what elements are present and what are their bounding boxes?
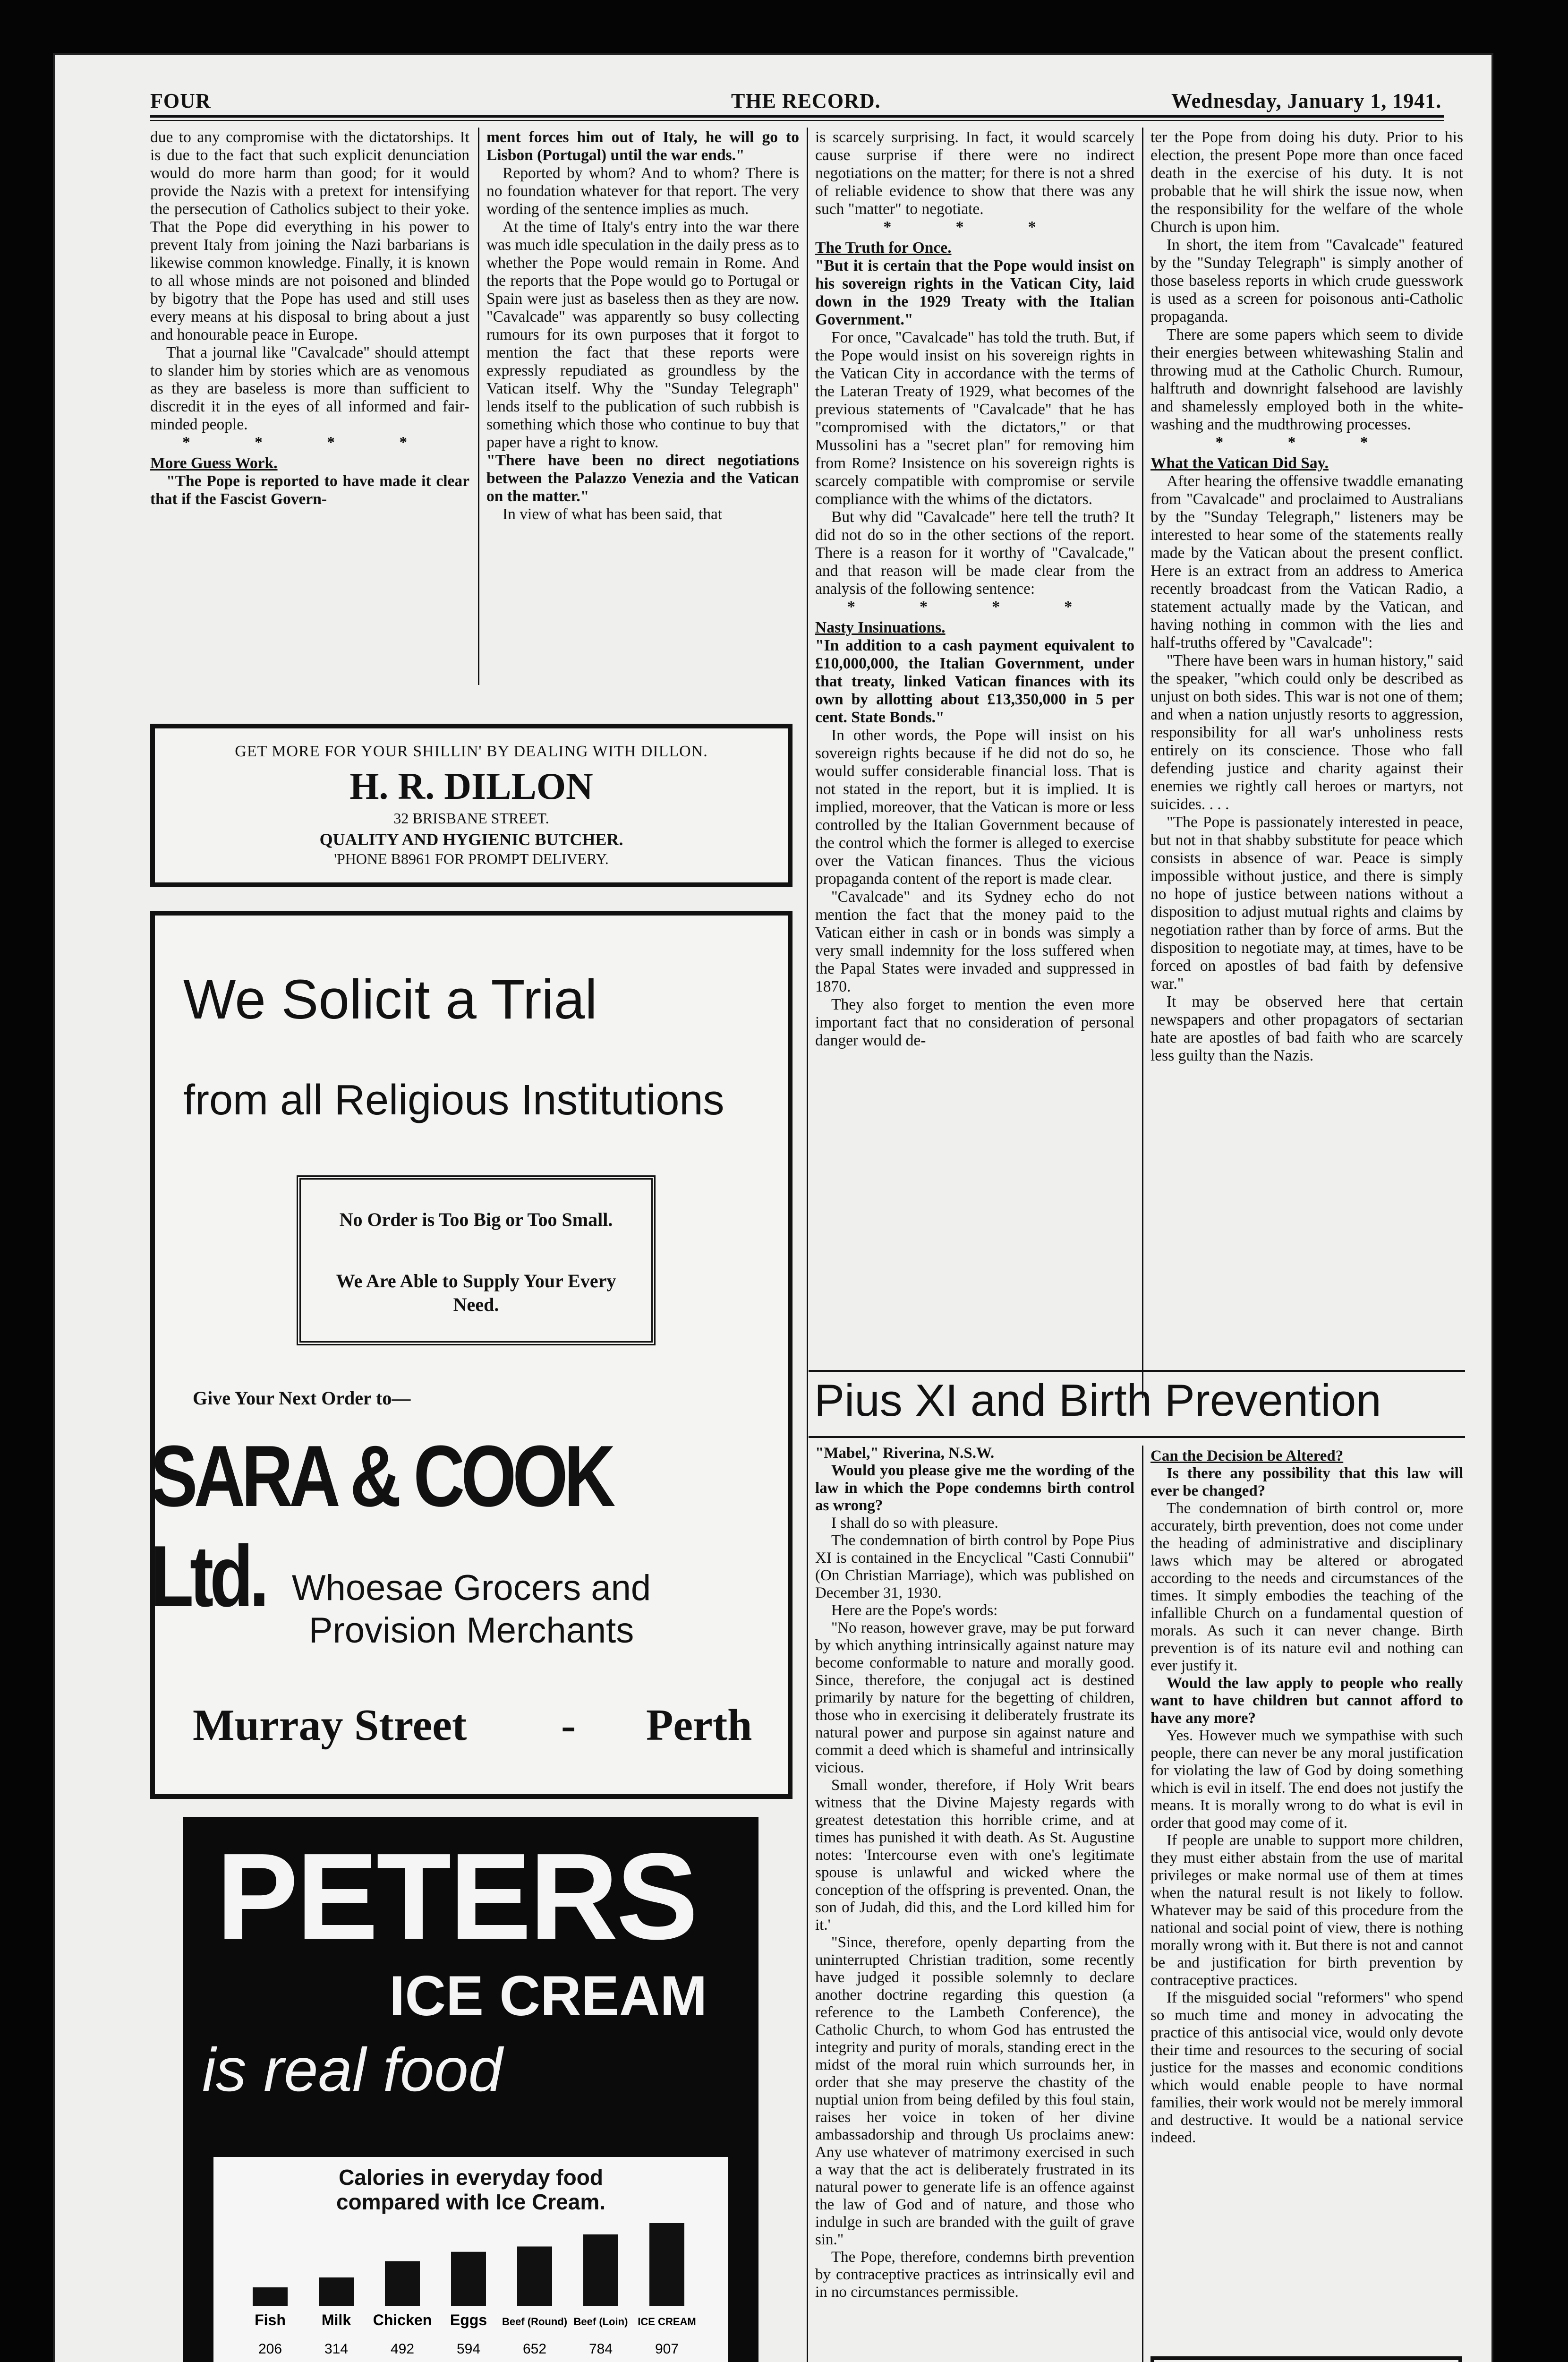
sara-cook-advertisement	[150, 911, 793, 1799]
article-column-1	[150, 128, 469, 508]
separator-stars: * * * *	[847, 598, 1103, 616]
paragraph: "Cavalcade" and its Sydney echo do not mention the fact that the money paid to the Vatican either in cash or in bonds was simply a very small indemnity for the loss suffered when the Papal States were invaded and suppressed in 1870.	[815, 888, 1134, 995]
dillon-phone: 'PHONE B8961 FOR PROMPT DELIVERY.	[334, 850, 609, 867]
sara-description-1: Whoesae Grocers and	[291, 1568, 651, 1608]
sara-inner-text-2: We Are Able to Supply Your Every Need.	[336, 1270, 616, 1315]
chart-category-label-1: Milk	[321, 2311, 351, 2328]
paragraph: There are some papers which seem to divide their energies between whitewashing Stalin and throwing mud at the Catholic Church. Rumour, halftruth and downright falsehood are lavishly and shamelessly employed both in the white-washing and the mudthrowing processes.	[1150, 326, 1463, 433]
paragraph: If people are unable to support more children, they must either abstain from the use of marital privileges or make normal use of them at times when the natural result is not likely to follow. Whatever may be said of this procedure from the national and social point of view, there is nothing morally wrong with it. But there is not and cannot be and justification for birth prevention by contraceptive practices.	[1150, 1832, 1463, 1989]
paragraph: Reported by whom? And to whom? There is no foundation whatever for that report. The very wording of the sentence implies as much.	[486, 164, 799, 218]
chart-bar-6	[649, 2223, 684, 2306]
calorie-chart-panel	[213, 2157, 728, 2362]
chart-value-label-6: 907	[655, 2341, 679, 2357]
chart-value-label-3: 594	[456, 2341, 481, 2357]
chart-category-label-6: ICE CREAM	[638, 2316, 696, 2328]
chart-value-label-1: 314	[324, 2341, 349, 2357]
chart-bar-2	[385, 2261, 420, 2306]
paragraph: In short, the item from "Cavalcade" featured by the "Sunday Telegraph" is simply another of those baseless reports in which crude guesswork is used as a screen for poisonous anti-Catholic propaganda.	[1150, 236, 1463, 325]
chart-bar-5	[583, 2234, 618, 2306]
subheading: Can the Decision be Altered?	[1150, 1447, 1344, 1464]
pius-headline: Pius XI and Birth Prevention	[814, 1375, 1381, 1426]
subheading: More Guess Work.	[150, 454, 278, 472]
quoted-text: "There have been no direct negotiations between the Palazzo Venezia and the Vatican on the matter."	[486, 452, 799, 505]
peters-advertisement	[183, 1817, 758, 2362]
headline-rule	[809, 1370, 1465, 1372]
sara-city: Perth	[646, 1701, 752, 1750]
paragraph: After hearing the offensive twaddle emanating from "Cavalcade" and proclaimed to Australians by the "Sunday Telegraph," listeners may be interested to hear some of the statements really made by the Vatican about the present conflict. Here is an extract from an address to America recently broadcast from the Vatican Radio, a statement actually made by the Vatican, and having nothing in common with the lies and half-truths offered by "Cavalcade":	[1150, 472, 1463, 651]
issue-date: Wednesday, January 1, 1941.	[1171, 89, 1442, 112]
header-rule-thin	[150, 120, 1444, 121]
paragraph: is scarcely surprising. In fact, it would scarcely cause surprise if there were no indirect negotiations on the matter; for there is not a shred of reliable evidence to show that there was any such "matter" to negotiate.	[815, 128, 1134, 218]
headline-rule	[809, 1436, 1465, 1438]
chart-category-label-5: Beef (Loin)	[573, 2316, 628, 2328]
chart-bar-1	[319, 2277, 354, 2306]
quoted-text: ment forces him out of Italy, he will go to Lisbon (Portugal) until the war ends."	[486, 128, 799, 164]
chart-category-label-4: Beef (Round)	[502, 2316, 568, 2328]
sara-inner-text-1: No Order is Too Big or Too Small.	[339, 1209, 613, 1230]
paragraph: Here are the Pope's words:	[831, 1602, 998, 1619]
paragraph: In view of what has been said, that	[503, 505, 723, 523]
dillon-tagline: GET MORE FOR YOUR SHILLIN' BY DEALING WITH DILLON.	[235, 743, 708, 760]
paragraph: due to any compromise with the dictatorships. It is due to the fact that such explicit denunciation would do more harm than good; for it would provide the Nazis with a pretext for intensifying the persecution of Catholics subject to their yoke. That the Pope did everything in his power to prevent Italy from joining the Nazi barbarians is likewise common knowledge. Finally, it is known to all whose minds are not poisoned and blinded by bigotry that the Pope has used and still uses every means at his disposal to bring about a just and honourable peace in Europe.	[150, 128, 469, 343]
subheading: The Truth for Once.	[815, 239, 952, 257]
quoted-text: "In addition to a cash payment equivalent to £10,000,000, the Italian Government, under that treaty, linked Vatican finances with its own by allotting about £13,350,000 in 5 per cent. State Bonds."	[815, 637, 1134, 726]
paragraph: Yes. However much we sympathise with such people, there can never be any moral justification for violating the law of God by doing something which is evil in itself. The end does not justify the means. It is morally wrong to do what is evil in order that good may come of it.	[1150, 1727, 1463, 1831]
sara-inner-box	[297, 1175, 656, 1345]
paragraph: But why did "Cavalcade" here tell the truth? It did not do so in the other sections of the report. There is a reason for it worthy of "Cavalcade," and that reason will be made clear from the analysis of the following sentence:	[815, 508, 1134, 598]
separator-stars: * * *	[1215, 434, 1398, 451]
peters-brand: PETERS	[216, 1828, 697, 1965]
paragraph: "There have been wars in human history," said the speaker, "which could only be described as unjust on both sides. This war is not one of them; and when a nation unjustly resorts to aggression, responsibility for all war's unholiness rests entirely on its conscience. Those who fall defending justice and charity against their enemies we rightly call heroes or martyrs, not suicides. . . .	[1150, 652, 1463, 813]
question: Would you please give me the wording of the law in which the Pope condemns birth control as wrong?	[815, 1462, 1134, 1514]
chart-category-label-0: Fish	[255, 2311, 286, 2328]
separator-stars: * * * *	[182, 434, 438, 451]
column-divider	[807, 128, 808, 2362]
article-column-3	[815, 128, 1134, 1050]
question: Is there any possibility that this law will ever be changed?	[1150, 1465, 1463, 1499]
column-divider	[478, 128, 479, 685]
article-column-4	[1150, 128, 1463, 1065]
column-divider	[1142, 1446, 1143, 2362]
separator-stars: * * *	[883, 218, 1066, 236]
paragraph: ter the Pope from doing his duty. Prior to his election, the present Pope more than once faced death in the exercise of his duty. It is not probable that he will shirk the issue now, when the responsibility for the welfare of the whole Church is upon him.	[1150, 128, 1463, 236]
chart-category-label-3: Eggs	[450, 2311, 487, 2328]
sara-give-line: Give Your Next Order to—	[193, 1387, 411, 1409]
pius-column-right	[1150, 1445, 1463, 2147]
page-number: FOUR	[150, 89, 211, 112]
beecroft-advertisement	[1150, 2356, 1462, 2362]
peters-product: ICE CREAM	[389, 1964, 707, 2028]
quoted-text: "The Pope is reported to have made it clear that if the Fascist Govern-	[150, 472, 469, 508]
calorie-bar-chart	[213, 2157, 728, 2362]
paragraph: They also forget to mention the even more important fact that no consideration of personal danger would de-	[815, 996, 1134, 1049]
chart-category-label-2: Chicken	[373, 2311, 432, 2328]
article-column-2	[486, 128, 799, 523]
sara-description-2: Provision Merchants	[308, 1610, 634, 1651]
dillon-name: H. R. DILLON	[349, 766, 593, 807]
paragraph: The Pope, therefore, condemns birth prevention by contraceptive practices as intrinsically evil and in no circumstances permissible.	[815, 2249, 1134, 2301]
column-divider	[1142, 128, 1143, 1398]
paragraph: "The Pope is passionately interested in peace, but not in that shabby substitute for peace which consists in absence of war. Peace is simply impossible without justice, and there is simply no hope of justice between nations without a disposition to adjust mutual rights and claims by negotiation rather than by force of arms. But the disposition to negotiate may, at times, have to be forced on apostles of bad faith by defensive war."	[1150, 813, 1463, 993]
header-rule	[150, 115, 1444, 118]
chart-bar-0	[253, 2287, 288, 2306]
paragraph: I shall do so with pleasure.	[831, 1515, 998, 1532]
questioner: "Mabel," Riverina, N.S.W.	[815, 1445, 995, 1462]
dillon-trade: QUALITY AND HYGIENIC BUTCHER.	[319, 830, 623, 849]
chart-title-line-1: Calories in everyday food	[339, 2165, 603, 2190]
paragraph: If the misguided social "reformers" who spend so much time and money in advocating the practice of this antisocial vice, would only devote their time and resources to the securing of social justice for the masses and economic conditions which would enable people to have normal families, their work would not be merely immoral and destructive. It would be a national service indeed.	[1150, 1989, 1463, 2146]
paragraph: "No reason, however grave, may be put forward by which anything intrinsically against nature may become conformable to nature and morally good. Since, therefore, the conjugal act is destined primarily by nature for the begetting of children, those who in exercising it deliberately frustrate its natural power and purpose sin against nature and commit a deed which is shameful and intrinsically vicious.	[815, 1619, 1134, 1776]
subheading: Nasty Insinuations.	[815, 619, 946, 636]
pius-column-left	[815, 1445, 1134, 2301]
chart-bar-3	[451, 2252, 486, 2306]
paragraph: At the time of Italy's entry into the war there was much idle speculation in the daily press as to whether the Pope would remain in Rome. And the reports that the Pope would go to Portugal or Spain were just as baseless then as they are now. "Cavalcade" was apparently so busy collecting rumours for its own purposes that it forgot to mention the fact that these reports were expressly repudiated as groundless by the Vatican itself. Why the "Sunday Telegraph" lends itself to the publication of such rubbish is something which those who continue to buy that paper have a right to know.	[486, 218, 799, 451]
dillon-address: 32 BRISBANE STREET.	[393, 810, 549, 827]
paragraph: Small wonder, therefore, if Holy Writ bears witness that the Divine Majesty regards with greatest detestation this horrible crime, and at times has punished it with death. As St. Augustine notes: 'Intercourse even with one's legitimate spouse is unlawful and wicked where the conception of the offspring is prevented. Onan, the son of Judah, did this, and the Lord killed him for it.'	[815, 1777, 1134, 1934]
paragraph: "Since, therefore, openly departing from the uninterrupted Christian tradition, some recently have judged it possible solemnly to declare another doctrine regarding this question (a reference to the Lambeth Conference), the Catholic Church, to whom God has entrusted the integrity and purity of morals, standing erect in the midst of the moral ruin which surrounds her, in order that she may preserve the chastity of the nuptial union from being defiled by this foul stain, raises her voice in token of her divine ambassadorship and through Us proclaims anew: Any use whatever of matrimony exercised in such a way that the act is deliberately frustrated in its natural power to generate life is an offence against the law of God and of nature, and those who indulge in such are branded with the guilt of grave sin."	[815, 1934, 1134, 2248]
sara-company-name: SARA & COOK Ltd.	[150, 1427, 612, 1625]
masthead: THE RECORD.	[731, 89, 881, 112]
sara-headline: We Solicit a Trial	[183, 968, 597, 1031]
quoted-text: "But it is certain that the Pope would insist on his sovereign rights in the Vatican City, laid down in the 1929 Treaty with the Italian Government."	[815, 257, 1134, 328]
paragraph: The condemnation of birth control or, more accurately, birth prevention, does not come under the heading of administrative and disciplinary laws which may be altered or abrogated according to the needs and circumstances of the times. It simply embodies the teaching of the infallible Church on a fundamental question of morals. As such it can never change. Birth prevention is of its nature evil and nothing can ever justify it.	[1150, 1500, 1463, 1674]
paragraph: In other words, the Pope will insist on his sovereign rights because if he did not do so, he would suffer considerable financial loss. That is not stated in the report, but it is implied. It is implied, moreover, that the Vatican is more or less controlled by the Italian Government because of the control which the former is alleged to exercise over the Vatican finances. Thus the vicious propaganda content of the report is made clear.	[815, 727, 1134, 888]
paragraph: It may be observed here that certain newspapers and other propagators of sectarian hate are apostles of bad faith who are scarcely less guilty than the Nazis.	[1150, 993, 1463, 1064]
sara-dash: -	[561, 1701, 576, 1750]
chart-value-label-0: 206	[258, 2341, 282, 2357]
peters-slogan: is real food	[202, 2035, 503, 2104]
dillon-advertisement	[150, 724, 793, 887]
paragraph: That a journal like "Cavalcade" should attempt to slander him by stories which are as venomous as they are baseless is more than sufficient to discredit it in the eyes of all informed and fair-minded people.	[150, 344, 469, 433]
question: Would the law apply to people who really want to have children but cannot afford to have any more?	[1150, 1675, 1463, 1727]
chart-value-label-2: 492	[390, 2341, 415, 2357]
chart-bar-4	[517, 2246, 552, 2306]
paragraph: The condemnation of birth control by Pope Pius XI is contained in the Encyclical "Casti Connubii" (On Christian Marriage), which was published on December 31, 1930.	[815, 1532, 1134, 1601]
chart-value-label-4: 652	[522, 2341, 547, 2357]
chart-title-line-2: compared with Ice Cream.	[336, 2190, 606, 2214]
chart-value-label-5: 784	[588, 2341, 613, 2357]
paragraph: For once, "Cavalcade" has told the truth. But, if the Pope would insist on his sovereign rights in the Vatican City in accordance with the terms of the Lateran Treaty of 1929, what becomes of the previous statements of "Cavalcade" that he has "compromised with the dictators," or that Mussolini has a "secret plan" for removing him from Rome? Insistence on his sovereign rights is scarcely compatible with compromise or servile compliance with the whims of the dictators.	[815, 329, 1134, 508]
sara-street: Murray Street	[193, 1701, 467, 1750]
subheading: What the Vatican Did Say.	[1150, 454, 1329, 472]
sara-subheadline: from all Religious Institutions	[183, 1077, 724, 1124]
